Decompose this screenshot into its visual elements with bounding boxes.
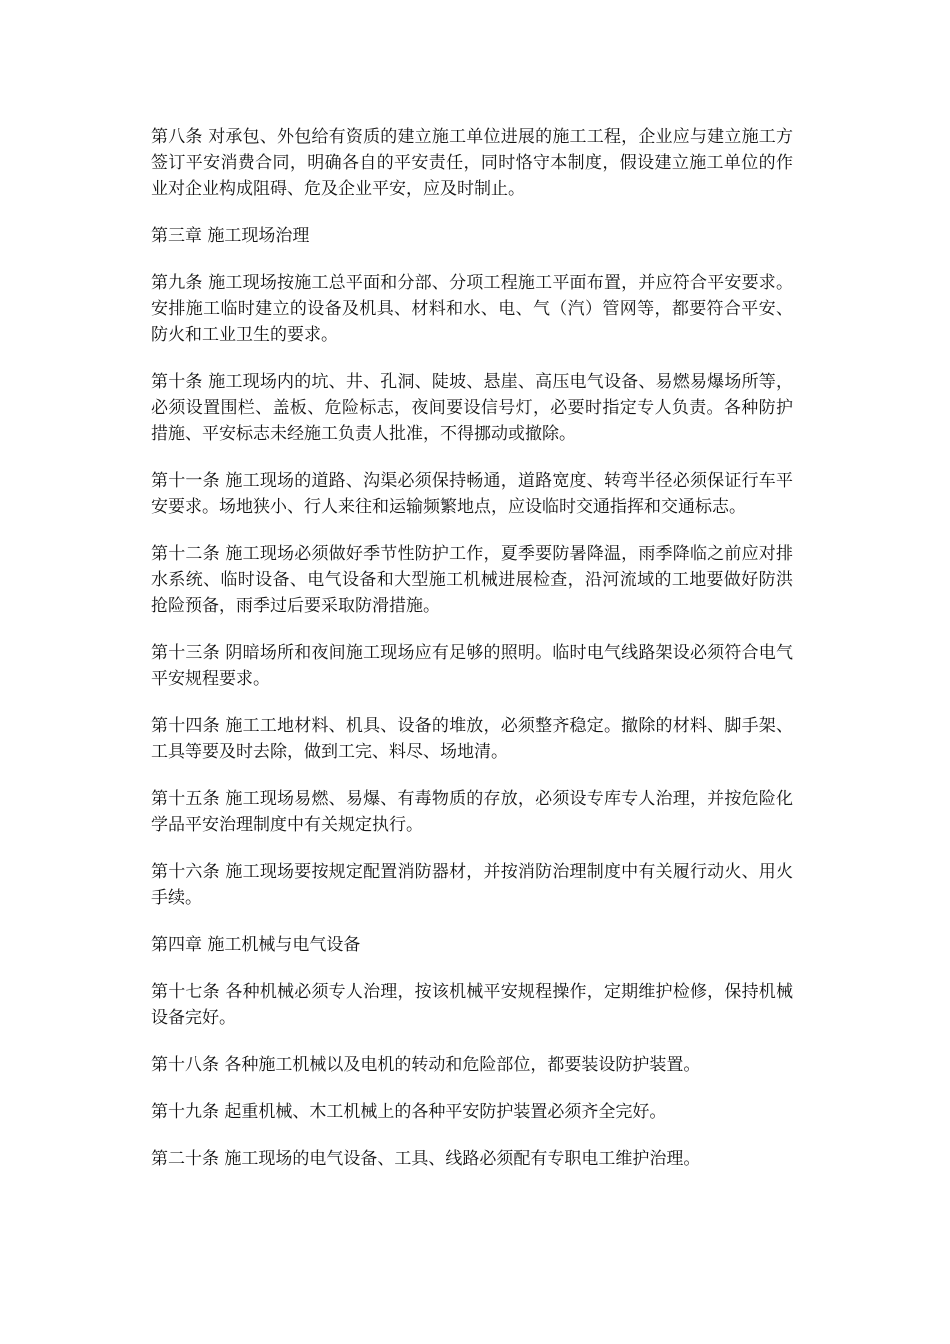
article-14: 第十四条 施工工地材料、机具、设备的堆放，必须整齐稳定。撤除的材料、脚手架、工具等要及时去除，做到工完、料尽、场地清。: [151, 716, 793, 762]
article-20: 第二十条 施工现场的电气设备、工具、线路必须配有专职电工维护治理。: [151, 1149, 701, 1169]
article-19: 第十九条 起重机械、木工机械上的各种平安防护装置必须齐全完好。: [151, 1102, 667, 1122]
article-13: 第十三条 阴暗场所和夜间施工现场应有足够的照明。临时电气线路架设必须符合电气平安规程要求。: [151, 643, 793, 689]
chapter-3-heading: 第三章 施工现场治理: [151, 226, 310, 246]
article-17: 第十七条 各种机械必须专人治理，按该机械平安规程操作，定期维护检修，保持机械设备完好。: [151, 982, 793, 1028]
article-18: 第十八条 各种施工机械以及电机的转动和危险部位，都要装设防护装置。: [151, 1055, 701, 1075]
article-15: 第十五条 施工现场易燃、易爆、有毒物质的存放，必须设专库专人治理，并按危险化学品平安治理制度中有关规定执行。: [151, 789, 793, 835]
article-12: 第十二条 施工现场必须做好季节性防护工作，夏季要防暑降温，雨季降临之前应对排水系统、临时设备、电气设备和大型施工机械进展检查，沿河流域的工地要做好防洪抢险预备，雨季过后要采取防滑措施。: [151, 544, 793, 616]
article-10: 第十条 施工现场内的坑、井、孔洞、陡坡、悬崖、高压电气设备、易燃易爆场所等，必须设置围栏、盖板、危险标志，夜间要设信号灯，必要时指定专人负责。各种防护措施、平安标志未经施工负责人批准，不得挪动或撤除。: [151, 372, 793, 444]
article-9: 第九条 施工现场按施工总平面和分部、分项工程施工平面布置，并应符合平安要求。安排施工临时建立的设备及机具、材料和水、电、气（汽）管网等，都要符合平安、防火和工业卫生的要求。: [151, 273, 793, 345]
article-16: 第十六条 施工现场要按规定配置消防器材，并按消防治理制度中有关履行动火、用火手续。: [151, 862, 793, 908]
article-8: 第八条 对承包、外包给有资质的建立施工单位进展的施工工程，企业应与建立施工方签订平安消费合同，明确各自的平安责任，同时恪守本制度，假设建立施工单位的作业对企业构成阻碍、危及企业平安，应及时制止。: [151, 127, 793, 199]
article-11: 第十一条 施工现场的道路、沟渠必须保持畅通，道路宽度、转弯半径必须保证行车平安要求。场地狭小、行人来往和运输频繁地点，应设临时交通指挥和交通标志。: [151, 471, 793, 517]
chapter-4-heading: 第四章 施工机械与电气设备: [151, 935, 361, 955]
document-body: [151, 124, 793, 1193]
